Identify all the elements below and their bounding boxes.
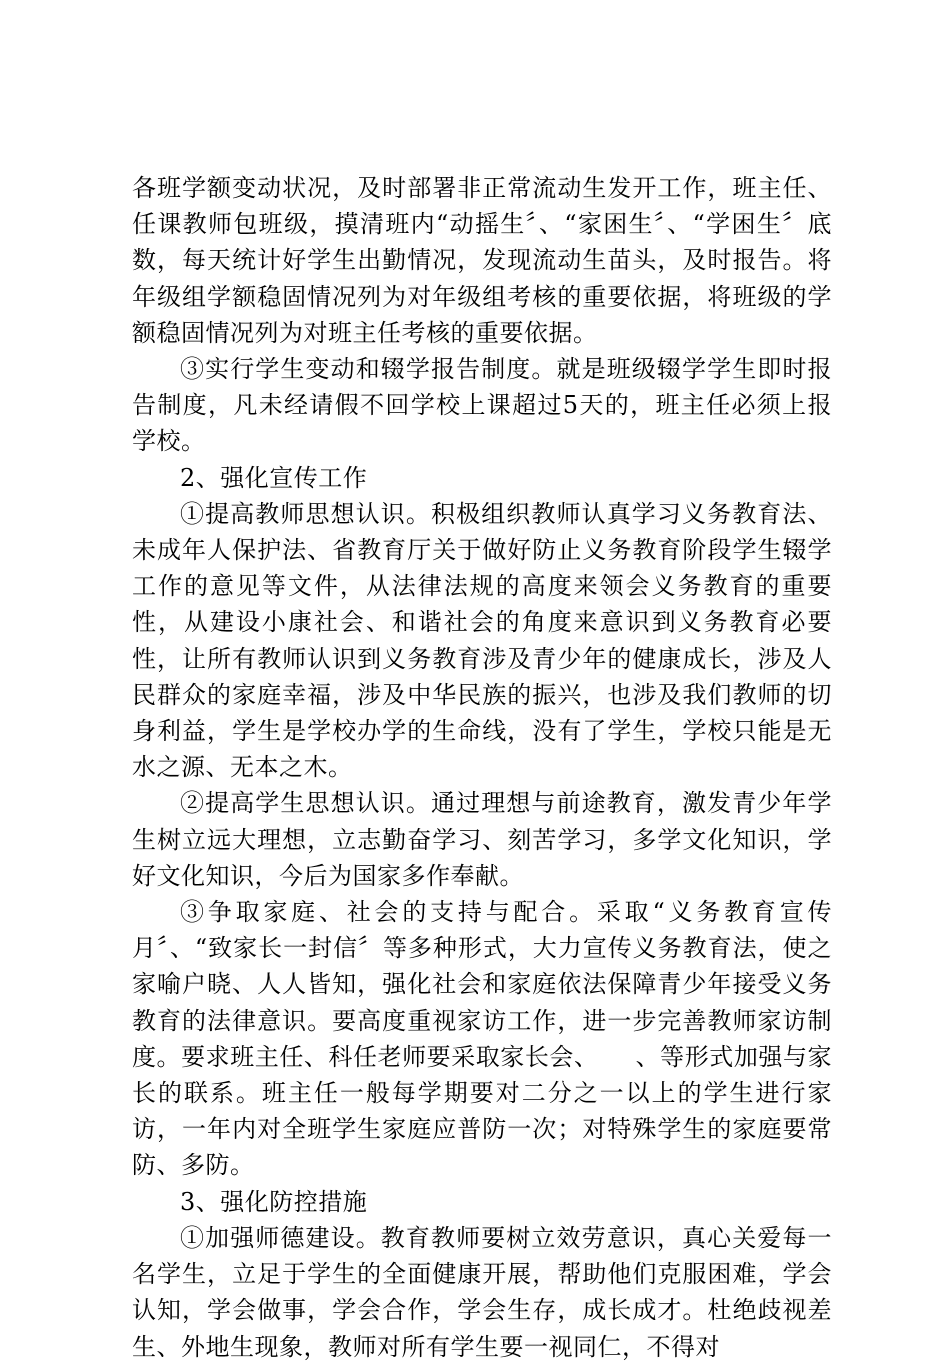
section-heading: 3、强化防控措施 <box>180 1187 368 1216</box>
paragraph: ③实行学生变动和辍学报告制度。就是班级辍学学生即时报告制度，凡未经请假不回学校上课超过5天的，班主任必须上报学校。 <box>132 355 832 456</box>
document-body <box>132 170 832 1365</box>
paragraph: ①加强师德建设。教育教师要树立效劳意识，真心关爱每一名学生，立足于学生的全面健康开展，帮助他们克服困难，学会认知，学会做事，学会合作，学会生存，成长成才。杜绝歧视差生、外地生现象，教师对所有学生要一视同仁，不得对 <box>132 1223 832 1361</box>
paragraph: ①提高教师思想认识。积极组织教师认真学习义务教育法、未成年人保护法、省教育厅关于做好防止义务教育阶段学生辍学工作的意见等文件，从法律法规的高度来领会义务教育的重要性，从建设小康社会、和谐社会的角度来意识到义务教育必要性，让所有教师认识到义务教育涉及青少年的健康成长，涉及人民群众的家庭幸福，涉及中华民族的振兴，也涉及我们教师的切身利益，学生是学校办学的生命线，没有了学生，学校只能是无水之源、无本之木。 <box>132 499 832 782</box>
paragraph: ③争取家庭、社会的支持与配合。采取“义务教育宣传月〞、“致家长一封信〞等多种形式，大力宣传义务教育法，使之家喻户晓、人人皆知，强化社会和家庭依法保障青少年接受义务教育的法律意识。要高度重视家访工作，进一步完善教师家访制度。要求班主任、科任老师要采取家长会、 、等形式加强与家长的联系。班主任一般每学期要对二分之一以上的学生进行家访，一年内对全班学生家庭应普防一次；对特殊学生的家庭要常防、多防。 <box>132 898 832 1180</box>
paragraph: ②提高学生思想认识。通过理想与前途教育，激发青少年学生树立远大理想，立志勤奋学习、刻苦学习，多学文化知识，学好文化知识，今后为国家多作奉献。 <box>132 789 832 890</box>
section-heading: 2、强化宣传工作 <box>180 463 368 492</box>
paragraph: 各班学额变动状况，及时部署非正常流动生发开工作，班主任、任课教师包班级，摸清班内“动摇生〞、“家困生〞、“学困生〞底数，每天统计好学生出勤情况，发现流动生苗头，及时报告。将年级组学额稳固情况列为对年级组考核的重要依据，将班级的学额稳固情况列为对班主任考核的重要依据。 <box>132 174 832 347</box>
